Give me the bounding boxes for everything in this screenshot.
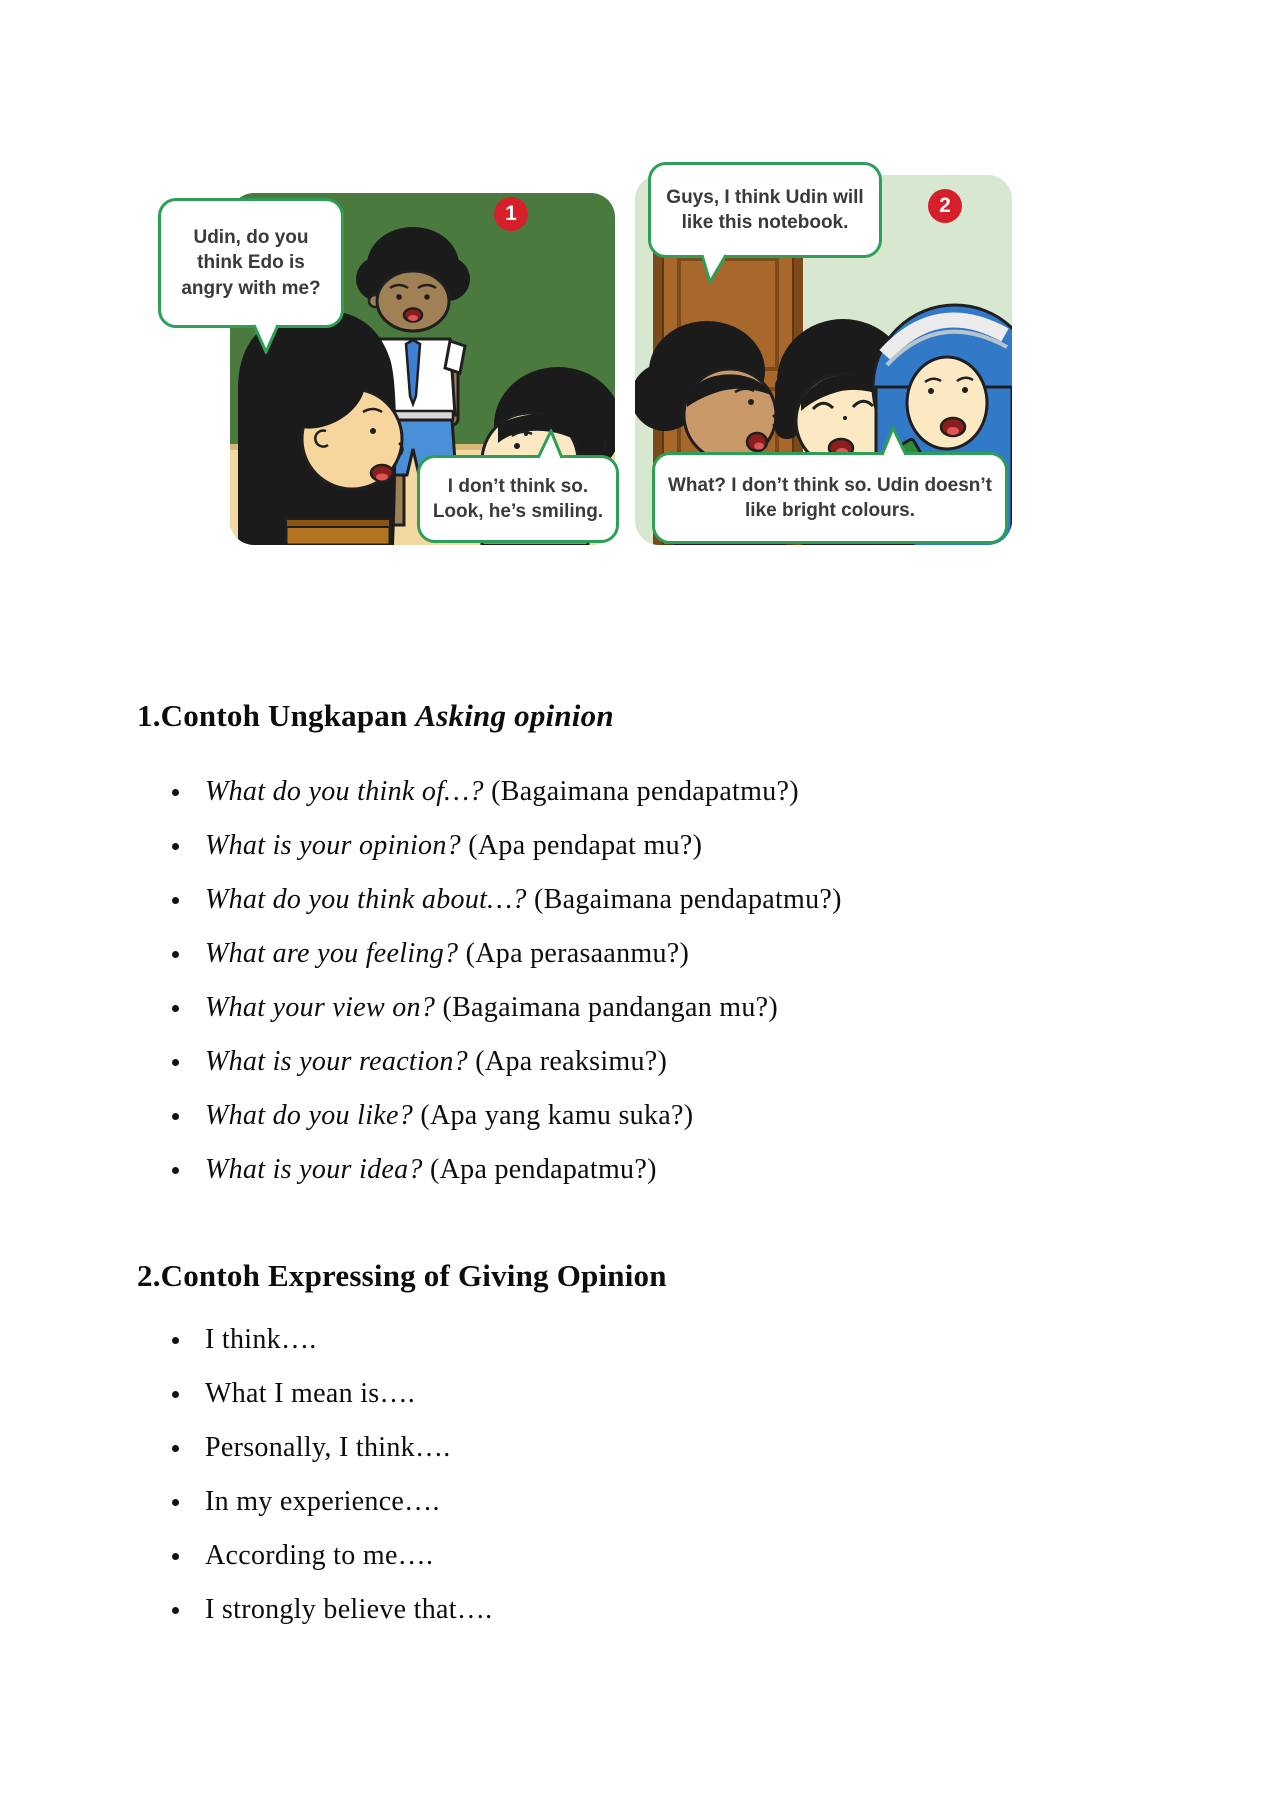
phrase-text: Personally, I think…. [205,1432,451,1463]
bullet-dot [172,789,179,796]
bullet-dot [172,1553,179,1560]
phrase-english: What is your reaction? [205,1046,468,1077]
list-item [172,1143,842,1197]
phrase-text: According to me…. [205,1540,434,1571]
phrase-translation: (Bagaimana pendapatmu?) [491,776,799,807]
bubble-tail [700,254,728,284]
bullet-dot [172,1337,179,1344]
list-item [172,1421,492,1475]
phrase-translation: (Apa perasaanmu?) [465,938,690,969]
list-item [172,1367,492,1421]
phrase-english: What your view on? [205,992,436,1023]
list-item [172,1475,492,1529]
list-item [172,1583,492,1637]
bullet-dot [172,897,179,904]
phrase-translation: (Bagaimana pendapatmu?) [534,884,842,915]
heading-text: 1.Contoh Ungkapan [137,697,416,733]
list-item [172,765,842,819]
bullet-dot [172,1445,179,1452]
bullet-dot [172,843,179,850]
bubble-tail [252,324,280,354]
bullet-dot [172,1167,179,1174]
list-item [172,819,842,873]
list-item [172,1089,842,1143]
heading-text: 2.Contoh Expressing of Giving Opinion [137,1257,667,1293]
phrase-translation: (Apa yang kamu suka?) [420,1100,694,1131]
list-item [172,1529,492,1583]
panel-1-number-badge: 1 [494,197,528,231]
phrase-translation: (Bagaimana pandangan mu?) [442,992,779,1023]
phrase-text: I think…. [205,1324,317,1355]
list-item [172,873,842,927]
speech-bubble-reply [652,452,1008,544]
phrase-english: What do you like? [205,1100,414,1131]
phrase-text: What I mean is…. [205,1378,416,1409]
phrase-translation: (Apa reaksimu?) [475,1046,668,1077]
bullet-dot [172,951,179,958]
desk [286,519,390,545]
list-item [172,981,842,1035]
comic-illustration [0,0,1273,560]
phrase-english: What is your idea? [205,1154,423,1185]
panel-2-number-badge: 2 [928,189,962,223]
giving-opinion-list [172,1313,492,1637]
list-item [172,1035,842,1089]
speech-bubble-udin [417,455,619,543]
heading-italic-text: Asking opinion [415,697,614,733]
asking-opinion-list [172,765,842,1197]
bullet-dot [172,1005,179,1012]
bullet-dot [172,1113,179,1120]
section-1-heading [137,698,614,734]
phrase-translation: (Apa pendapatmu?) [430,1154,657,1185]
bullet-dot [172,1607,179,1614]
bullet-dot [172,1499,179,1506]
phrase-text: I strongly believe that…. [205,1594,493,1625]
phrase-english: What do you think about…? [205,884,527,915]
speech-text: I don’t think so. Look, he’s smiling. [432,475,604,522]
list-item [172,1313,492,1367]
phrase-text: In my experience…. [205,1486,440,1517]
speech-bubble-hijab-girl [648,162,882,258]
speech-text: Guys, I think Udin will like this notebook. [666,186,864,233]
bubble-tail [880,426,908,456]
speech-text: Udin, do you think Edo is angry with me? [181,227,321,299]
speech-bubble-girl [158,198,344,328]
bullet-dot [172,1059,179,1066]
speech-text: What? I don’t think so. Udin doesn’t like bright colours. [667,474,993,521]
list-item [172,927,842,981]
phrase-english: What are you feeling? [205,938,459,969]
bubble-tail [536,429,564,459]
phrase-translation: (Apa pendapat mu?) [468,830,703,861]
section-2-heading [137,1258,667,1294]
phrase-english: What is your opinion? [205,830,461,861]
phrase-english: What do you think of…? [205,776,484,807]
bullet-dot [172,1391,179,1398]
